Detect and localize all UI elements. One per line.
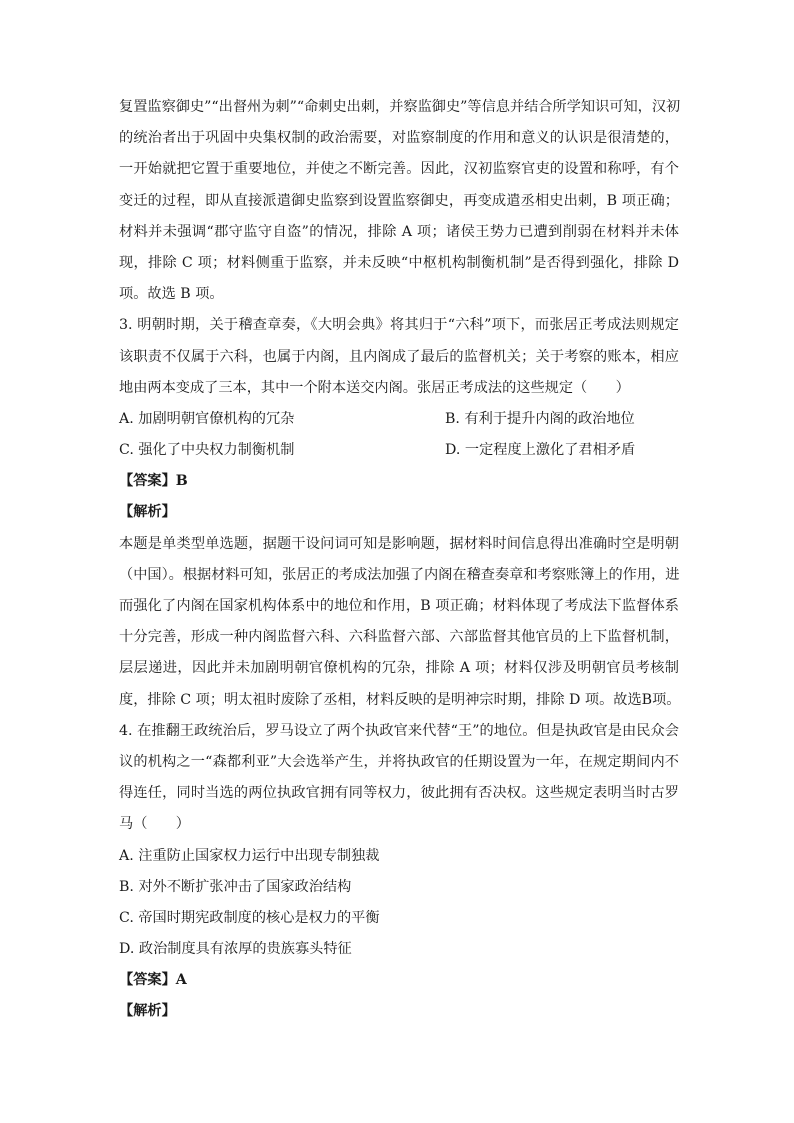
prev-analysis-line: 一开始就把它置于重要地位，并使之不断完善。因此，汉初监察官吏的设置和称呼，有个 [119,161,679,178]
q3-stem-line: 地由两本变成了三本，其中一个附本送交内阁。张居正考成法的这些规定（ ） [119,379,630,396]
question-4 [119,716,679,1028]
q3-analysis-line: 十分完善，形成一种内阁监督六科、六科监督六部、六部监督其他官员的上下监督机制， [119,629,679,646]
q4-option-c: C. 帝国时期宪政制度的核心是权力的平衡 [119,909,380,926]
q3-analysis-line: 本题是单类型单选题，据题干设问词可知是影响题，据材料时间信息得出准确时空是明朝 [119,535,679,552]
q4-stem-line: 得连任，同时当选的两位执政官拥有同等权力，彼此拥有否决权。这些规定表明当时古罗 [119,785,679,802]
prev-analysis-line: 现，排除 C 项；材料侧重于监察，并未反映“中枢机构制衡机制”是否得到强化，排除 D [119,254,679,271]
prev-analysis-line: 材料并未强调“郡守监守自盗”的情况，排除 A 项；诸侯王势力已遭到削弱在材料并未体 [119,223,679,240]
prev-analysis [119,92,679,310]
q4-stem-line: 马（ ） [119,816,190,833]
prev-analysis-line: 项。故选 B 项。 [119,286,224,303]
q3-options-row-1 [119,404,679,435]
q3-stem-line: 该职责不仅属于六科，也属于内阁，且内阁成了最后的监督机关；关于考察的账本，相应 [119,348,679,365]
prev-analysis-line: 复置监察御史”“出督州为刺”“命刺史出刺，并察监御史”等信息并结合所学知识可知，汉初 [119,99,681,115]
q4-stem-line: 议的机构之一“森都利亚”大会选举产生，并将执政官的任期设置为一年，在规定期间内不 [119,753,679,770]
q3-option-b: B. 有利于提升内阁的政治地位 [445,410,635,427]
q4-analysis-title: 【解析】 [119,1003,176,1020]
q3-analysis-line: 而强化了内阁在国家机构体系中的地位和作用，B 项正确；材料体现了考成法下监督体系 [119,598,679,614]
q3-answer: 【答案】B [119,473,188,490]
q3-options-row-2 [119,435,679,466]
q3-analysis-line: 层层递进，因此并未加剧明朝官僚机构的冗杂，排除 A 项；材料仅涉及明朝官员考核制 [119,660,679,677]
document-page [119,92,679,1028]
q4-option-b: B. 对外不断扩张冲击了国家政治结构 [119,878,352,895]
q4-answer: 【答案】A [119,972,187,989]
q3-stem-line: 3. 明朝时期，关于稽查章奏，《大明会典》将其归于“六科”项下，而张居正考成法则规定 [119,317,679,334]
prev-analysis-line: 变迁的过程，即从直接派遣御史监察到设置监察御史，再变成遣丞相史出刺，B 项正确； [119,192,679,209]
q3-analysis-title: 【解析】 [119,504,176,521]
q4-stem-line: 4. 在推翻王政统治后，罗马设立了两个执政官来代替“王”的地位。但是执政官是由民众会 [119,722,679,739]
q3-option-c: C. 强化了中央权力制衡机制 [119,442,295,459]
prev-analysis-line: 的统治者出于巩固中央集权制的政治需要，对监察制度的作用和意义的认识是很清楚的， [119,130,679,147]
q3-option-d: D. 一定程度上激化了君相矛盾 [445,442,636,459]
q3-analysis-line: （中国）。根据材料可知，张居正的考成法加强了内阁在稽查奏章和考察账簿上的作用，进 [119,566,680,583]
q3-option-a: A. 加剧明朝官僚机构的冗杂 [119,410,295,427]
q4-option-a: A. 注重防止国家权力运行中出现专制独裁 [119,847,380,864]
q4-option-d: D. 政治制度具有浓厚的贵族寡头特征 [119,941,352,958]
q3-analysis-line: 度，排除 C 项；明太祖时废除了丞相，材料反映的是明神宗时期，排除 D 项。故选B项。 [119,691,681,708]
question-3 [119,310,679,715]
